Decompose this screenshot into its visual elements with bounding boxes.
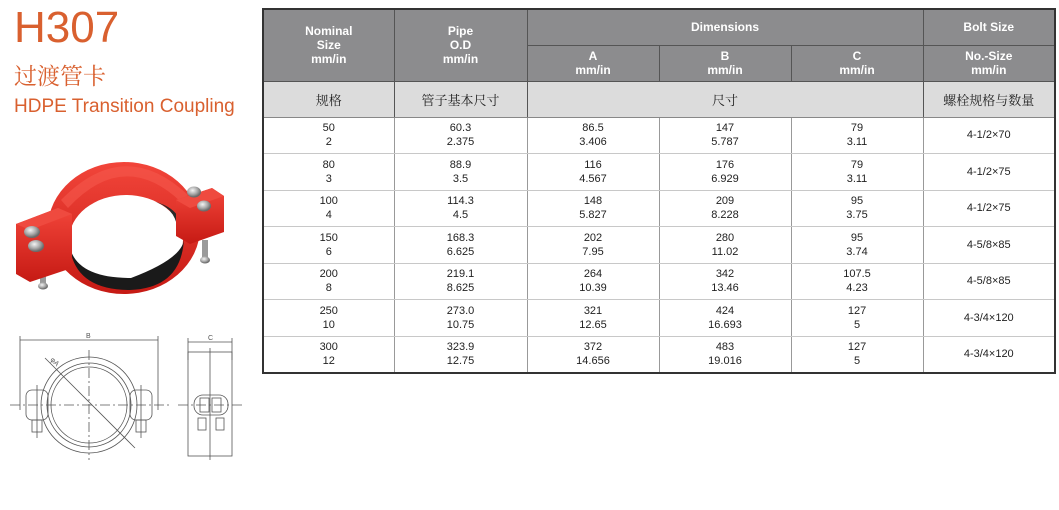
cell-bolt-size: 4-5/8×85 (923, 263, 1055, 300)
cell-nominal-size: 250 10 (263, 300, 394, 337)
cell-bolt-size: 4-3/4×120 (923, 300, 1055, 337)
table-row (263, 227, 1055, 264)
product-title-block (14, 2, 235, 119)
table-row (263, 263, 1055, 300)
table-row (263, 300, 1055, 337)
cell-dim-a: 148 5.827 (527, 190, 659, 227)
header-cn-dimensions: 尺寸 (527, 81, 923, 117)
product-name-en: HDPE Transition Coupling (14, 96, 235, 117)
dimension-b-label: B (86, 333, 91, 340)
cell-dim-a: 321 12.65 (527, 300, 659, 337)
cell-bolt-size: 4-1/2×75 (923, 154, 1055, 191)
cell-dim-b: 483 19.016 (659, 336, 791, 373)
cell-nominal-size: 300 12 (263, 336, 394, 373)
header-dim-a: A mm/in (527, 45, 659, 81)
cell-dim-b: 147 5.787 (659, 117, 791, 154)
coupling-photo (6, 140, 236, 300)
dimension-c-label: C (208, 335, 214, 342)
cell-bolt-size: 4-1/2×75 (923, 190, 1055, 227)
cell-dim-c: 79 3.11 (791, 117, 923, 154)
coupling-technical-drawing (10, 330, 250, 460)
header-cn-nominal-size: 规格 (263, 81, 394, 117)
header-no-size: No.-Size mm/in (923, 45, 1055, 81)
cell-pipe-od: 273.0 10.75 (394, 300, 527, 337)
product-name-cn: 过渡管卡 (14, 64, 106, 90)
cell-pipe-od: 323.9 12.75 (394, 336, 527, 373)
header-pipe-od: Pipe O.D mm/in (394, 9, 527, 81)
cell-dim-c: 127 5 (791, 336, 923, 373)
header-dimensions: Dimensions (527, 9, 923, 45)
header-dim-c: C mm/in (791, 45, 923, 81)
header-cn-bolt-size: 螺栓规格与数量 (923, 81, 1055, 117)
cell-dim-c: 95 3.75 (791, 190, 923, 227)
cell-dim-b: 424 16.693 (659, 300, 791, 337)
cell-nominal-size: 100 4 (263, 190, 394, 227)
cell-dim-c: 127 5 (791, 300, 923, 337)
cell-nominal-size: 50 2 (263, 117, 394, 154)
cell-nominal-size: 80 3 (263, 154, 394, 191)
cell-dim-b: 280 11.02 (659, 227, 791, 264)
cell-dim-c: 95 3.74 (791, 227, 923, 264)
cell-pipe-od: 219.1 8.625 (394, 263, 527, 300)
cell-dim-c: 107.5 4.23 (791, 263, 923, 300)
cell-pipe-od: 88.9 3.5 (394, 154, 527, 191)
header-nominal-size: Nominal Size mm/in (263, 9, 394, 81)
cell-dim-b: 342 13.46 (659, 263, 791, 300)
header-cn-pipe-od: 管子基本尺寸 (394, 81, 527, 117)
cell-dim-a: 264 10.39 (527, 263, 659, 300)
table-row (263, 154, 1055, 191)
cell-dim-a: 372 14.656 (527, 336, 659, 373)
cell-pipe-od: 114.3 4.5 (394, 190, 527, 227)
cell-nominal-size: 200 8 (263, 263, 394, 300)
spec-table (262, 8, 1056, 374)
cell-bolt-size: 4-3/4×120 (923, 336, 1055, 373)
cell-dim-b: 176 6.929 (659, 154, 791, 191)
cell-dim-a: 86.5 3.406 (527, 117, 659, 154)
product-model: H307 (14, 3, 120, 52)
cell-bolt-size: 4-5/8×85 (923, 227, 1055, 264)
cell-dim-a: 116 4.567 (527, 154, 659, 191)
cell-bolt-size: 4-1/2×70 (923, 117, 1055, 154)
table-row (263, 117, 1055, 154)
header-dim-b: B mm/in (659, 45, 791, 81)
cell-dim-a: 202 7.95 (527, 227, 659, 264)
cell-nominal-size: 150 6 (263, 227, 394, 264)
table-row (263, 190, 1055, 227)
cell-pipe-od: 60.3 2.375 (394, 117, 527, 154)
cell-dim-b: 209 8.228 (659, 190, 791, 227)
header-bolt-size: Bolt Size (923, 9, 1055, 45)
dimension-a-label: φA (48, 356, 61, 368)
cell-pipe-od: 168.3 6.625 (394, 227, 527, 264)
cell-dim-c: 79 3.11 (791, 154, 923, 191)
table-row (263, 336, 1055, 373)
